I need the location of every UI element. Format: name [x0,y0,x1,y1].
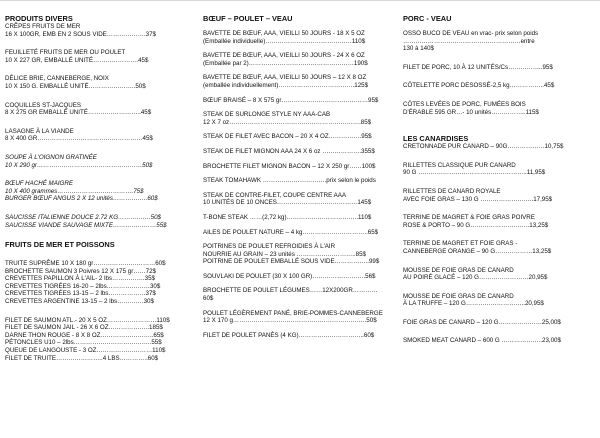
item-detail: BURGER BŒUF ANGUS 2 X 12 unités……………..60$ [5,195,158,203]
item-detail: POITRINE DE POULET EMBALLÉ SOUS VIDE……………..99$ [203,258,380,266]
heading-produits-divers: PRODUITS DIVERS [5,14,73,23]
list-item [203,229,386,237]
list-item [203,74,386,89]
item-name: SOUPE À L'OIGNON GRATINÉE [5,153,97,161]
list-item [5,180,181,203]
item-detail: ROSE & PORTO – 90 G………………………..13,25$ [403,221,549,229]
heading-canardises: LES CANARDISES [403,134,469,144]
item-name: RILLETTES DE CANARD ROYALE [403,187,501,195]
heading-fruits-de-mer: FRUITS DE MER ET POISSONS [5,240,115,250]
item-name: BROCHETTE FILET MIGNON BACON – 12 X 250 gr……100$ [203,162,376,170]
item-detail: AU POIRÉ GLACÉ – 120 G……………………20,95$ [403,274,548,282]
list-item [203,111,386,126]
item-detail: 10 X 290 gr……………………………………………50$ [5,161,153,169]
item-name: BAVETTE DE BŒUF, AAA, VIEILLI 50 JOURS - 24 X 6 OZ [203,52,365,60]
item-name: CÔTES LEVÉES DE PORC, FUMÉES BOIS [403,100,526,108]
item-name: COQUILLES ST-JACQUES [5,101,81,109]
item-detail: 10 UNITÉS DE 10 ONCES…………………………………145$ [203,199,372,207]
item-name: LASAGNE À LA VIANDE [5,127,74,135]
list-item [403,267,567,282]
list-item [403,30,567,53]
list-item [5,102,181,117]
list-item [5,75,181,90]
item-name: SMOKED MEAT CANARD – 600 G ………………..23,00$ [403,337,561,345]
item-name: CRETONNADE PUR CANARD – 90G………………10,75$ [403,143,564,151]
list-item: DARNE THON ROUGE - 8 X 8 OZ……………………..65$ [5,331,164,339]
list-item [403,101,567,116]
item-name: POITRINES DE POULET REFROIDIES À L'AIR [203,243,336,251]
column-produits-divers [5,14,181,362]
list-item [403,293,567,308]
item-name: FILET DE POULET PANÉS (4 KG)…………………………..60$ [203,331,375,339]
list-item [5,23,181,38]
item-name: FEUILLETÉ FRUITS DE MER OU POULET [5,49,126,57]
list-item [203,52,386,67]
page-top-edge [0,0,600,1]
list-item: CREVETTES TIGRÉES 13-15 – 2 lbs………………37$ [5,290,156,298]
item-detail: D'ÉRABLE 595 GR…- 10 unités……………..115$ [403,108,539,116]
list-item [403,188,567,203]
item-detail: SAUCISSE VIANDE SAUVAGE MIXTE…………………55$ [5,221,167,229]
list-item [203,177,386,185]
list-item [203,30,386,45]
item-name: BŒUF HACHÉ MAIGRE [5,180,73,188]
list-item: QUEUE DE LANGOUSTE - 3 OZ………………………110$ [5,347,166,355]
item-detail: CANNEBERGE ORANGE – 90 G………………13,25$ [403,247,552,255]
item-name: CÔTELETTE PORC DESOSSÉ-2,5 kg……………..45$ [403,82,555,90]
list-item: FILET DE TRUITE…………………..4 LBS…………..60$ [5,354,159,362]
item-detail: 90 G ……………………………………………..11,95$ [403,169,546,177]
list-item: FILET DE SAUMON ATL.- 20 X 5 OZ……………………110$ [5,316,170,324]
column-porc-veau [403,14,567,345]
item-name: RILLETTES CLASSIQUE PUR CANARD [403,161,516,169]
item-detail: 10 X 400 grammes……………………………….75$ [5,187,144,195]
item-detail: …………………………………………………entre [403,37,535,45]
list-item: CREVETTES PAPILLON À L'AIL- 2 lbs…………….35$ [5,275,155,283]
list-item [203,97,386,105]
item-name: MOUSSE DE FOIE GRAS DE CANARD [403,292,514,300]
list-item [203,243,386,266]
item-name: BAVETTE DE BŒUF, AAA, VIEILLI 50 JOURS - 18 X 5 OZ [203,30,365,37]
list-item [403,240,567,255]
item-detail: 8 X 400 GR……………………………………………45$ [5,135,153,143]
list-item [203,214,386,222]
item-detail: (emballée individuellement)……………………………….125$ [203,81,369,89]
item-detail: 12 X 7 oz……………………………………………………….85$ [203,118,372,126]
list-item [403,162,567,177]
item-detail: NOURRIE AU GRAIN – 23 unités ………………………..85$ [203,250,366,258]
list-item [203,133,386,141]
column-boeuf-poulet-veau [203,14,386,339]
list-item: CREVETTES ARGENTINE 13-15 – 2 lbs………….30$ [5,298,154,306]
list-item: PÉTONCLES U10 – 2lbs………………………………..55$ [5,339,162,347]
list-item [203,273,386,281]
item-name: STEAK DE FILET AVEC BACON – 20 X 4 OZ…………….95$ [203,133,372,141]
item-name: STEAK DE SURLONGE STYLE NY AAA-CAB [203,111,331,119]
list-item [5,154,181,169]
list-item [403,82,567,90]
heading-boeuf-poulet-veau: BŒUF – POULET – VEAU [203,14,293,23]
list-item [403,64,567,72]
item-detail: 16 X 100GR, EMB EN 2 SOUS VIDE……………….37$ [5,30,156,38]
list-item [403,143,567,151]
list-item [203,148,386,156]
item-name: TERRINE DE MAGRET ET FOIE GRAS - [403,240,518,248]
item-detail: 8 X 275 GR EMBALLÉ UNITÉ……………………..45$ [5,109,152,117]
item-name: TERRINE DE MAGRET & FOIE GRAS POIVRE [403,214,535,222]
list-item [203,192,386,207]
item-name: AILES DE POULET NATURE – 4 kg…………………………..65$ [203,228,379,236]
item-name: FOIE GRAS DE CANARD – 120 G…………………25,00$ [403,318,561,326]
item-name: BŒUF BRAISÉ – 8 X 575 gr……………………………………95$ [203,96,379,104]
item-detail: (Emballée individuelle)……………………………………110$ [203,37,366,45]
list-block [5,317,181,363]
item-name: OSSO BUCO DE VEAU en vrac- prix selon poids [403,30,539,37]
list-item [203,163,386,171]
item-name: STEAK DE CONTRE-FILET, COUPE CENTRE AAA [203,191,347,199]
item-name: BROCHETTE DE POULET LÉGUMES……12X200GR…………60$ [203,287,378,303]
item-detail: (Emballée par 2)……………………………………………190$ [203,59,368,67]
item-name: SOUVLAKI DE POULET (30 X 100 GR)……………………..56$ [203,272,376,280]
item-detail: 130 à 140$ [403,45,434,53]
list-item: BROCHETTE SAUMON 3 Poivres 12 X 175 gr……72$ [5,267,156,275]
item-name: STEAK TOMAHAWK ………………………….prix selon le poids [203,177,376,185]
list-item [5,128,181,143]
item-detail: 10 X 227 GR, EMBALLÉ UNITÉ………………….45$ [5,56,149,64]
list-item [403,319,567,327]
list-item: CREVETTES TIGRÉES 16-20 – 2lbs…………………30$ [5,282,161,290]
item-name: BAVETTE DE BŒUF, AAA, VIEILLI 50 JOURS – 12 X 8 OZ [203,74,367,82]
list-item [203,287,386,302]
item-detail: SAUCISSE ITALIENNE DOUCE 2.72 KG…………….50$ [5,213,161,221]
list-item [403,337,567,345]
list-item: TRUITE SUPRÊME 10 X 180 gr…………………………60$ [5,260,166,268]
list-item [403,214,567,229]
item-detail: 12 X 170 g………………………………………………………..50$ [203,317,377,325]
item-name: FILET DE PORC, 10 À 12 UNITÉS/Cs……………..95$ [403,63,553,71]
item-name: DÉLICE BRIE, CANNEBERGE, NOIX [5,75,109,83]
item-detail: 10 X 150 G. EMBALLÉ UNITÉ…………………..50$ [5,82,146,90]
list-item [203,310,386,325]
item-name: STEAK DE FILET MIGNON AAA 24 X 6 oz ……………….355$ [203,147,375,155]
item-name: T-BONE STEAK ……(2,72 kg)……………………………..110$ [203,213,372,221]
list-item [5,214,181,229]
list-item [5,49,181,64]
list-item [203,332,386,340]
item-detail: À LA TRUFFE – 120 G………………………..20,95$ [403,300,544,308]
item-name: POULET LÉGÈREMENT PANÉ, BRIE-POMMES-CANNEBERGE [203,309,383,317]
item-name: CRÊPES FRUITS DE MER [5,23,81,30]
list-item: FILET DE SAUMON JAIL - 26 X 6 OZ………………..185$ [5,324,163,332]
item-detail: AVEC FOIE GRAS – 130 G ……………………..17,95$ [403,195,553,203]
list-block [5,260,181,306]
item-name: MOUSSE DE FOIE GRAS DE CANARD [403,266,514,274]
heading-porc-veau: PORC - VEAU [403,14,452,23]
